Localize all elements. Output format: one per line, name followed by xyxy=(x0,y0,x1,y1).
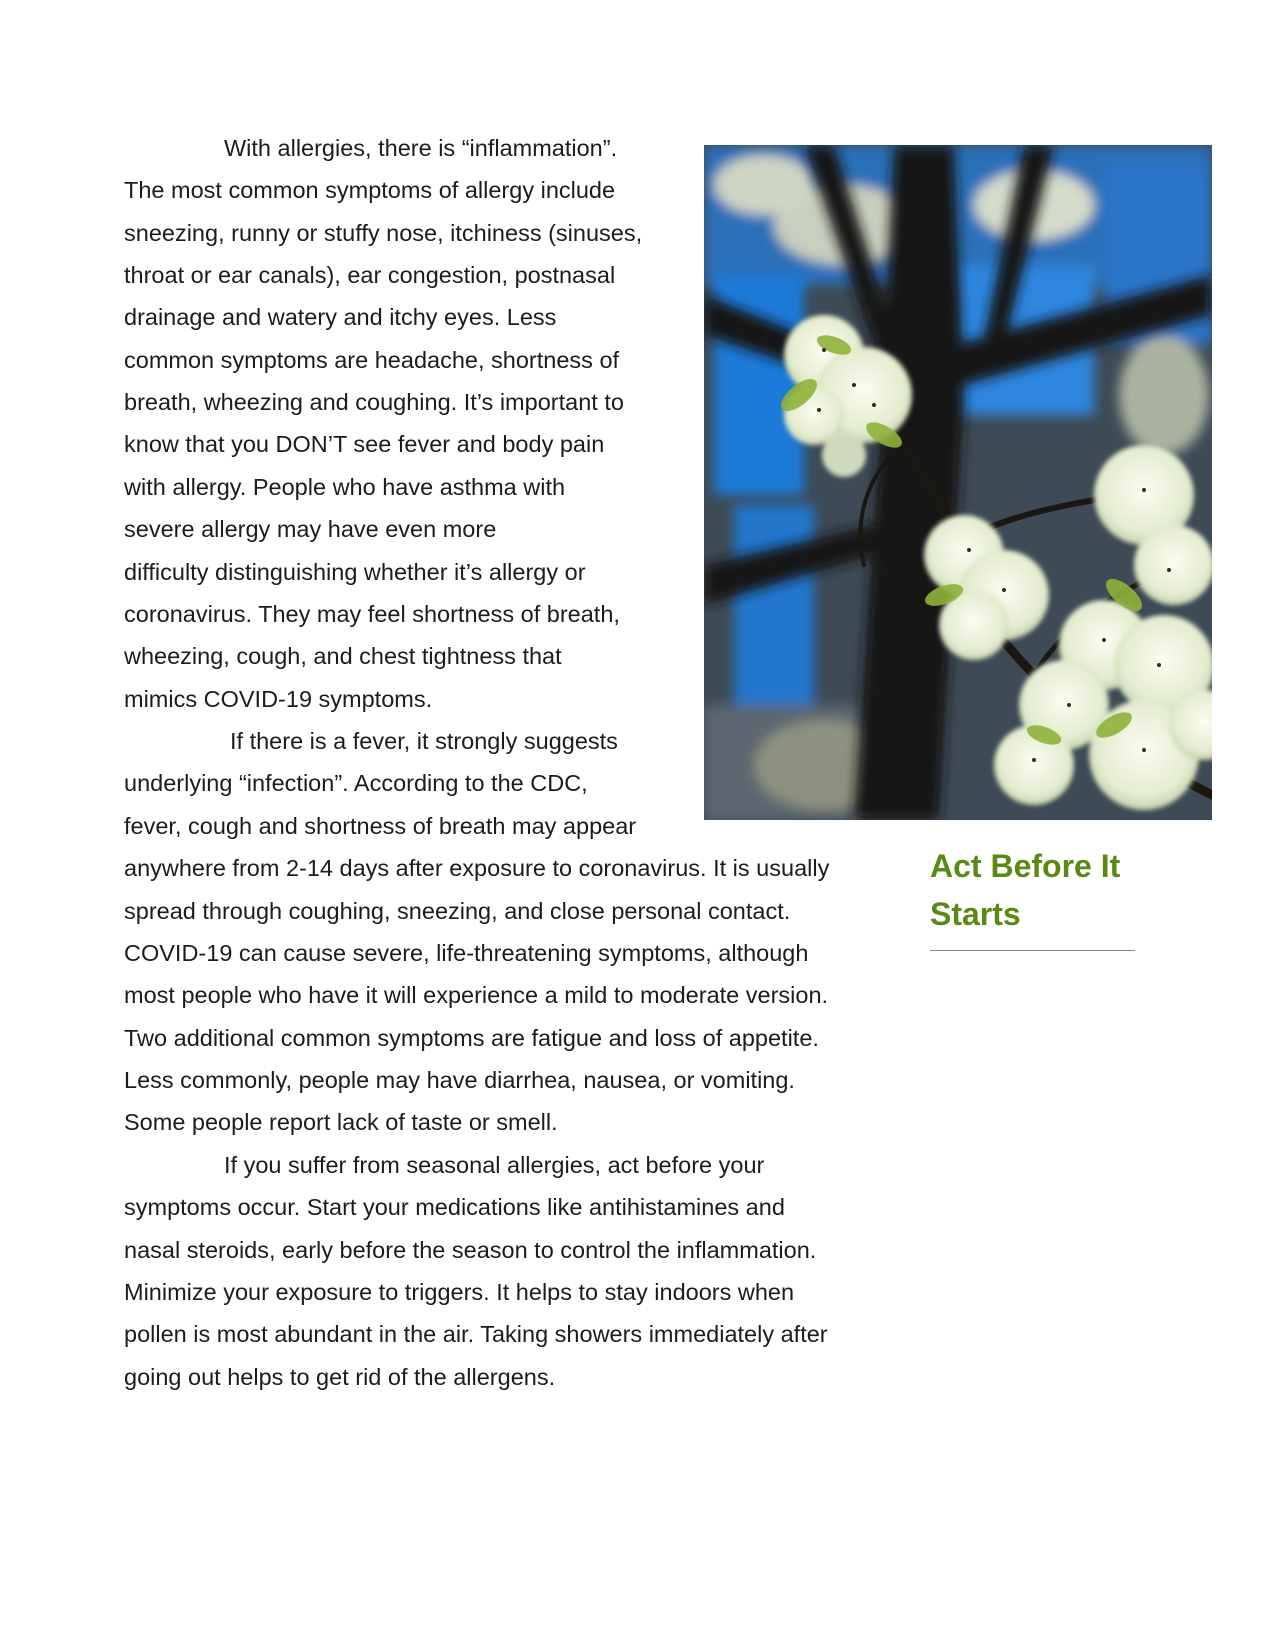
body-line: Two additional common symptoms are fatigue and loss of appetite. xyxy=(124,1025,819,1051)
body-line: pollen is most abundant in the air. Taking showers immediately after xyxy=(124,1321,828,1347)
body-line: know that you DON’T see fever and body pain xyxy=(124,431,605,457)
body-line: difficulty distinguishing whether it’s allergy or xyxy=(124,559,586,585)
body-line: fever, cough and shortness of breath may appear xyxy=(124,813,637,839)
body-line: anywhere from 2-14 days after exposure to coronavirus. It is usually xyxy=(124,855,830,881)
body-line: The most common symptoms of allergy include xyxy=(124,177,616,203)
body-line: spread through coughing, sneezing, and close personal contact. xyxy=(124,898,791,924)
sidebar-heading-line-1: Act Before It xyxy=(930,848,1121,884)
body-line: Less commonly, people may have diarrhea, nausea, or vomiting. xyxy=(124,1067,795,1093)
body-line: sneezing, runny or stuffy nose, itchiness (sinuses, xyxy=(124,220,643,246)
body-line: severe allergy may have even more xyxy=(124,516,497,542)
body-line: If you suffer from seasonal allergies, act before your xyxy=(224,1152,765,1178)
body-line: with allergy. People who have asthma with xyxy=(124,474,566,500)
body-line: nasal steroids, early before the season to control the inflammation. xyxy=(124,1237,817,1263)
body-line: common symptoms are headache, shortness of xyxy=(124,347,620,373)
body-line: going out helps to get rid of the allergens. xyxy=(124,1364,556,1390)
body-line: wheezing, cough, and chest tightness that xyxy=(124,643,562,669)
body-line: drainage and watery and itchy eyes. Less xyxy=(124,304,557,330)
body-line: mimics COVID-19 symptoms. xyxy=(124,686,433,712)
body-line: With allergies, there is “inflammation”. xyxy=(224,135,618,161)
body-line: breath, wheezing and coughing. It’s important to xyxy=(124,389,624,415)
body-line: If there is a fever, it strongly suggests xyxy=(230,728,618,754)
body-line: symptoms occur. Start your medications like antihistamines and xyxy=(124,1194,785,1220)
body-line: COVID-19 can cause severe, life-threatening symptoms, although xyxy=(124,940,809,966)
body-line: most people who have it will experience a mild to moderate version. xyxy=(124,982,829,1008)
body-line: throat or ear canals), ear congestion, postnasal xyxy=(124,262,616,288)
body-line: Some people report lack of taste or smell. xyxy=(124,1109,558,1135)
body-line: underlying “infection”. According to the CDC, xyxy=(124,770,588,796)
body-line: coronavirus. They may feel shortness of breath, xyxy=(124,601,620,627)
sidebar-heading-line-2: Starts xyxy=(930,896,1021,932)
body-line: Minimize your exposure to triggers. It helps to stay indoors when xyxy=(124,1279,795,1305)
